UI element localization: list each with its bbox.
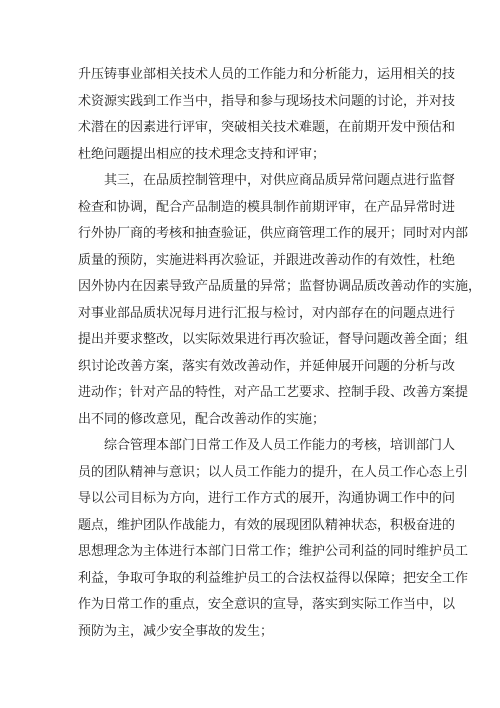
- text-line: 术潜在的因素进行评审，突破相关技术难题，在前期开发中预估和: [78, 120, 456, 135]
- text-line: 升压铸事业部相关技术人员的工作能力和分析能力，运用相关的技: [78, 67, 456, 82]
- text-line: 思想理念为主体进行本部门日常工作；维护公司利益的同时维护员工: [78, 544, 469, 559]
- text-line: 员的团队精神与意识；以人员工作能力的提升，在人员工作心态上引: [78, 464, 469, 480]
- text-line: 织讨论改善方案，落实有效改善动作，并延伸展开问题的分析与改: [78, 358, 456, 374]
- text-line: 预防为主，减少安全事故的发生；: [78, 623, 274, 639]
- paragraph-department-management: [78, 433, 469, 645]
- text-line: 出不同的修改意见，配合改善动作的实施；: [78, 411, 326, 427]
- text-line: 提出并要求整改，以实际效果进行再次验证，督导问题改善全面；组: [78, 332, 469, 347]
- text-line: 作为日常工作的重点，安全意识的宣导，落实到实际工作当中，以: [78, 597, 456, 612]
- text-line: 利益，争取可争取的利益维护员工的合法权益得以保障；把安全工作: [78, 570, 469, 586]
- paragraph-quality-control: [78, 168, 482, 433]
- text-line: 进动作；针对产品的特性，对产品工艺要求、控制手段、改善方案提: [78, 385, 469, 400]
- text-line: 质量的预防，实施进料再次验证，并跟进改善动作的有效性，杜绝: [78, 252, 456, 268]
- text-line: 术资源实践到工作当中，指导和参与现场技术问题的讨论，并对技: [78, 93, 456, 109]
- text-line: 行外协厂商的考核和抽查验证，供应商管理工作的展开；同时对内部: [78, 226, 469, 241]
- text-line: 综合管理本部门日常工作及人员工作能力的考核，培训部门人: [104, 438, 456, 453]
- paragraph-technical-support: [78, 62, 456, 168]
- text-line: 导以公司目标为方向，进行工作方式的展开，沟通协调工作中的问: [78, 491, 456, 506]
- document-body: [78, 62, 482, 645]
- text-line: 对事业部品质状况每月进行汇报与检讨，对内部存在的问题点进行: [78, 305, 456, 321]
- text-line: 检查和协调，配合产品制造的模具制作前期评审，在产品异常时进: [78, 199, 456, 215]
- text-line: 因外协内在因素导致产品质量的异常；监督协调品质改善动作的实施，: [78, 279, 482, 294]
- text-line: 杜绝问题提出相应的技术理念支持和评审；: [78, 146, 326, 162]
- text-line: 题点，维护团队作战能力，有效的展现团队精神状态，积极奋进的: [78, 517, 456, 533]
- text-line: 其三，在品质控制管理中，对供应商品质异常问题点进行监督: [104, 173, 456, 188]
